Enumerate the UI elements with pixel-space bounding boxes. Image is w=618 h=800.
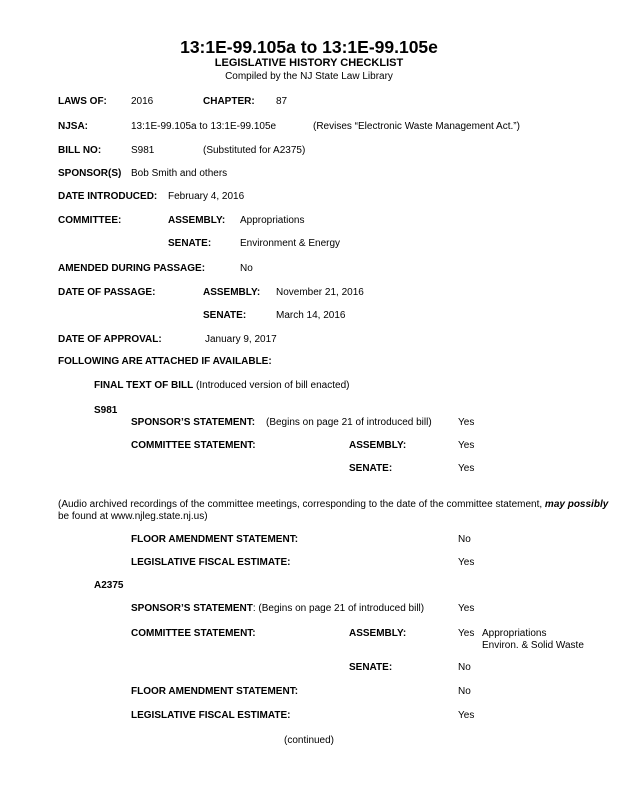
- page-subtitle: LEGISLATIVE HISTORY CHECKLIST: [214, 57, 404, 69]
- s981-committee-assembly-label: ASSEMBLY:: [349, 440, 407, 451]
- final-text-line: [94, 380, 349, 392]
- a2375-floor-amendment-value: No: [458, 686, 471, 697]
- s981-committee-senate-label: SENATE:: [349, 463, 393, 474]
- committee-assembly-label: ASSEMBLY:: [168, 215, 226, 226]
- attached-heading: FOLLOWING ARE ATTACHED IF AVAILABLE:: [58, 356, 272, 367]
- date-approval-label: DATE OF APPROVAL:: [58, 334, 162, 345]
- s981-fiscal-estimate-value: Yes: [458, 557, 475, 568]
- amended-label: AMENDED DURING PASSAGE:: [58, 263, 206, 274]
- committee-label: COMMITTEE:: [58, 215, 122, 226]
- audio-note-emphasis: may possibly: [544, 499, 609, 510]
- a2375-fiscal-estimate-label: LEGISLATIVE FISCAL ESTIMATE:: [131, 710, 291, 721]
- njsa-value: 13:1E-99.105a to 13:1E-99.105e: [131, 121, 277, 132]
- final-text-note: (Introduced version of bill enacted): [196, 380, 350, 391]
- chapter-value: 87: [276, 96, 288, 107]
- sponsors-value: Bob Smith and others: [131, 168, 228, 179]
- audio-note-link-text: be found at www.njleg.state.nj.us): [58, 511, 208, 522]
- a2375-sponsor-statement-label: SPONSOR’S STATEMENT: [131, 603, 253, 614]
- s981-fiscal-estimate-label: LEGISLATIVE FISCAL ESTIMATE:: [131, 557, 291, 568]
- final-text-label: FINAL TEXT OF BILL: [94, 380, 194, 391]
- s981-floor-amendment-label: FLOOR AMENDMENT STATEMENT:: [131, 534, 299, 545]
- laws-of-label: LAWS OF:: [58, 96, 107, 107]
- continued-note: (continued): [283, 735, 335, 746]
- bill-no-note: (Substituted for A2375): [203, 145, 306, 156]
- a2375-sponsor-statement-value: Yes: [458, 603, 475, 614]
- a2375-fiscal-estimate-value: Yes: [458, 710, 475, 721]
- date-introduced-value: February 4, 2016: [168, 191, 245, 202]
- date-introduced-label: DATE INTRODUCED:: [58, 191, 158, 202]
- s981-sponsor-statement-label: SPONSOR’S STATEMENT:: [131, 417, 256, 428]
- a2375-assembly-committee-1: Appropriations: [482, 628, 547, 639]
- date-passage-label: DATE OF PASSAGE:: [58, 287, 156, 298]
- s981-sponsor-statement-value: Yes: [458, 417, 475, 428]
- a2375-assembly-committee-2: Environ. & Solid Waste: [482, 640, 584, 651]
- s981-bill-label: S981: [94, 405, 118, 416]
- amended-value: No: [240, 263, 253, 274]
- bill-no-label: BILL NO:: [58, 145, 102, 156]
- njsa-note: (Revises “Electronic Waste Management Act.”): [313, 121, 520, 132]
- a2375-floor-amendment-label: FLOOR AMENDMENT STATEMENT:: [131, 686, 299, 697]
- passage-assembly-label: ASSEMBLY:: [203, 287, 261, 298]
- s981-committee-senate-value: Yes: [458, 463, 475, 474]
- s981-floor-amendment-value: No: [458, 534, 471, 545]
- s981-committee-statement-label: COMMITTEE STATEMENT:: [131, 440, 256, 451]
- a2375-committee-senate-label: SENATE:: [349, 662, 393, 673]
- laws-of-value: 2016: [131, 96, 154, 107]
- a2375-committee-statement-label: COMMITTEE STATEMENT:: [131, 628, 256, 639]
- committee-assembly-value: Appropriations: [240, 215, 305, 226]
- compiled-by: Compiled by the NJ State Law Library: [225, 71, 393, 82]
- s981-sponsor-statement-note: (Begins on page 21 of introduced bill): [266, 417, 432, 428]
- passage-senate-label: SENATE:: [203, 310, 247, 321]
- a2375-sponsor-statement-note: : (Begins on page 21 of introduced bill): [252, 603, 425, 614]
- audio-note-text: (Audio archived recordings of the committee meetings, corresponding to the date of the committee statement,: [58, 499, 545, 510]
- sponsors-label: SPONSOR(S): [58, 168, 122, 179]
- passage-senate-date: March 14, 2016: [276, 310, 346, 321]
- date-approval-value: January 9, 2017: [205, 334, 277, 345]
- committee-senate-label: SENATE:: [168, 238, 212, 249]
- a2375-bill-label: A2375: [94, 580, 124, 591]
- njsa-label: NJSA:: [58, 121, 89, 132]
- s981-committee-assembly-value: Yes: [458, 440, 475, 451]
- page-title: 13:1E-99.105a to 13:1E-99.105e: [180, 37, 438, 57]
- a2375-committee-assembly-value: Yes: [458, 628, 475, 639]
- audio-note: [58, 499, 609, 523]
- committee-senate-value: Environment & Energy: [240, 238, 341, 249]
- passage-assembly-date: November 21, 2016: [276, 287, 364, 298]
- a2375-committee-assembly-label: ASSEMBLY:: [349, 628, 407, 639]
- a2375-committee-senate-value: No: [458, 662, 471, 673]
- a2375-sponsor-statement-line: [131, 603, 424, 615]
- bill-no-value: S981: [131, 145, 155, 156]
- chapter-label: CHAPTER:: [203, 96, 255, 107]
